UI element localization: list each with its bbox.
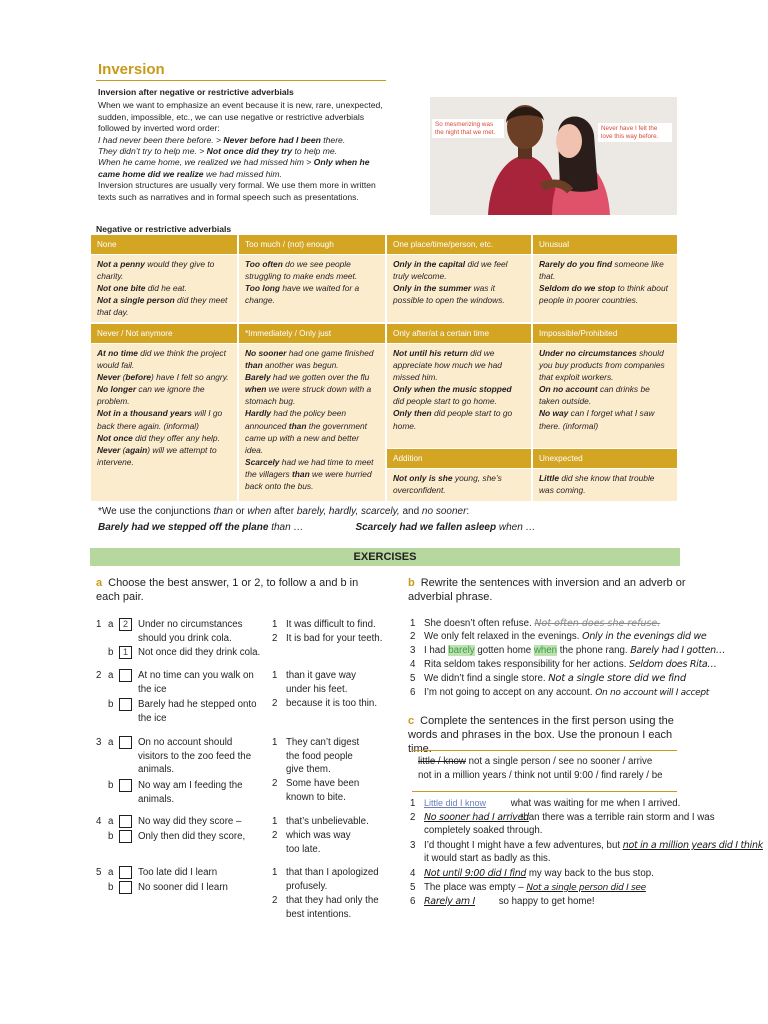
speech-bubble-right: Never have I felt the love this way before. [598, 123, 672, 142]
answer-c5[interactable]: Not a single person did I see [526, 883, 646, 893]
answer-b4[interactable]: Seldom does Rita… [629, 659, 717, 670]
cell-immediately: No sooner had one game finished than another was begun. Barely had we gotten over the flu when we were struck down with a stomach bug. Hardly had the policy been announced than the government came up with a new and better idea. Scarcely had we had time to meet the villagers than we were hurried back onto the bus. [239, 344, 385, 501]
intro-paragraph-2: Inversion structures are usually very formal. We use them more in written texts such as narratives and in formal speech such as presentations. [98, 180, 376, 202]
intro-section [98, 87, 388, 203]
answer-box-5a[interactable] [119, 866, 132, 879]
conjunction-note [98, 504, 678, 535]
header-never: Never / Not anymore [91, 324, 237, 343]
answer-box-2b[interactable] [119, 698, 132, 711]
answer-b2[interactable]: Only in the evenings did we [582, 631, 707, 642]
answer-box-2a[interactable] [119, 669, 132, 682]
table-title: Negative or restrictive adverbials [96, 224, 232, 234]
answer-c4[interactable]: Not until 9:00 did I find [424, 868, 527, 879]
section-a-instructions: a Choose the best answer, 1 or 2, to follow a and b in each pair. [96, 577, 359, 603]
intro-paragraph: When we want to emphasize an event because it is new, rare, unexpected, sudden, impossible, etc., we can use negative or restrictive adverbials followed by inverted word order: [98, 100, 383, 134]
cell-addition: Not only is she young, she’s overconfident. [387, 469, 531, 501]
answer-c3[interactable]: not in a million years did I think [622, 840, 763, 851]
adverbials-table [91, 235, 677, 501]
answer-box-3a[interactable] [119, 736, 132, 749]
word-box: little / know not a single person / see no sooner / arrive not in a million years / think not until 9:00 / find rarely / be [412, 750, 677, 792]
cell-unusual: Rarely do you find someone like that. Seldom do we stop to think about people in poorer countries. [533, 255, 677, 322]
answer-box-5b[interactable] [119, 881, 132, 894]
cell-too-much: Too often do we see people struggling to make ends meet. Too long have we waited for a change. [239, 255, 385, 322]
cell-impossible: Under no circumstances should you buy products from companies that exploit workers. On no account can drinks be taken outside. No way can I forget what I saw there. (informal) [533, 344, 677, 448]
intro-example-2: They didn’t try to help me. > Not once did they try to help me. [98, 146, 338, 157]
header-unusual: Unusual [533, 235, 677, 254]
answer-c6[interactable]: Rarely am I [424, 896, 476, 907]
cell-unexpected: Little did she know that trouble was coming. [533, 469, 677, 501]
cell-never: At no time did we think the project would fail. Never (before) have I felt so angry. No longer can we ignore the problem. Not in a thousand years will I go back there again. (informal) Not once did they offer any help. Never (again) will we attempt to intervene. [91, 344, 237, 501]
answer-c1[interactable]: Little did I know [424, 798, 487, 808]
answer-box-4b[interactable] [119, 830, 132, 843]
title-divider [96, 80, 386, 81]
answer-b6[interactable]: On no account will I accept [595, 688, 710, 698]
header-impossible: Impossible/Prohibited [533, 324, 677, 343]
note-line-1: *We use the conjunctions than or when after barely, hardly, scarcely, and no sooner: [98, 506, 470, 517]
speech-bubble-left: So mesmerizing was the night that we met. [432, 119, 504, 138]
section-c-instructions: c Complete the sentences in the first person using the words and phrases in the box. Use the pronoun I each time. [408, 715, 674, 755]
header-none: None [91, 235, 237, 254]
header-unexpected: Unexpected [533, 449, 677, 468]
answer-c2[interactable]: No sooner had I arrived [424, 812, 529, 823]
couple-illustration [430, 97, 677, 215]
header-immediately: *Immediately / Only just [239, 324, 385, 343]
header-too-much: Too much / (not) enough [239, 235, 385, 254]
page-title: Inversion [98, 61, 165, 78]
cell-none: Not a penny would they give to charity. Not one bite did he eat. Not a single person did they meet that day. [91, 255, 237, 322]
intro-example-3: When he came home, we realized we had missed him > Only when he came home did we realize we had missed him. [98, 157, 370, 179]
header-one-place: One place/time/person, etc. [387, 235, 531, 254]
answer-b3[interactable]: Barely had I gotten… [630, 645, 726, 656]
answer-box-4a[interactable] [119, 815, 132, 828]
exercises-header: EXERCISES [90, 548, 680, 566]
intro-subheading: Inversion after negative or restrictive adverbials [98, 87, 294, 97]
intro-example-1: I had never been there before. > Never before had I been there. [98, 134, 346, 145]
section-b-instructions: b Rewrite the sentences with inversion and an adverb or adverbial phrase. [408, 577, 686, 603]
answer-box-1a[interactable]: 2 [119, 618, 132, 631]
answer-box-3b[interactable] [119, 779, 132, 792]
answer-b5[interactable]: Not a single store did we find [548, 673, 686, 684]
cell-one-place: Only in the capital did we feel truly welcome. Only in the summer was it possible to open the windows. [387, 255, 531, 322]
header-addition: Addition [387, 449, 531, 468]
header-only-after: Only after/at a certain time [387, 324, 531, 343]
cell-only-after: Not until his return did we appreciate how much we had missed him. Only when the music stopped did people start to go home. Only then did people start to go home. [387, 344, 531, 448]
answer-b1[interactable]: Not often does she refuse. [534, 618, 661, 629]
note-line-2: Barely had we stepped off the plane than … Scarcely had we fallen asleep when … [98, 521, 536, 533]
answer-box-1b[interactable]: 1 [119, 646, 132, 659]
